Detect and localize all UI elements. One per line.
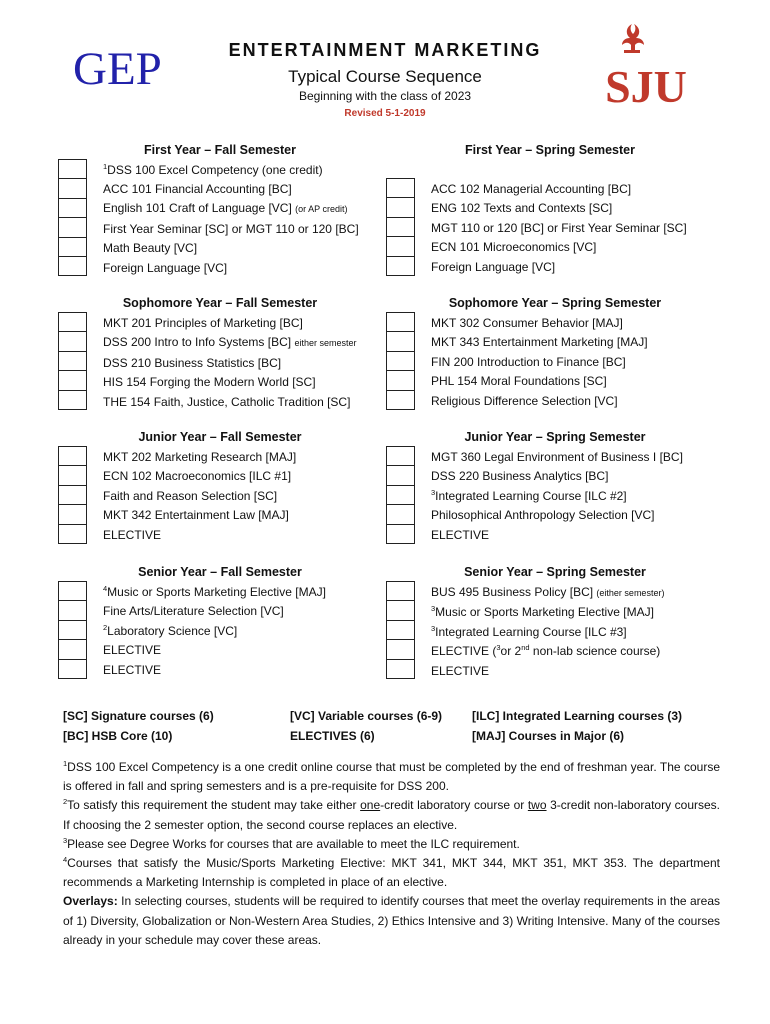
course-line: MKT 202 Marketing Research [MAJ]: [103, 450, 297, 464]
course-line: Faith and Reason Selection [SC]: [103, 488, 278, 503]
course-line: $^3$Music or Sports Marketing Elective [MAJ]: [431, 604, 654, 620]
checkbox[interactable]: [386, 256, 415, 276]
checkbox[interactable]: [58, 370, 87, 390]
checkbox[interactable]: [386, 178, 415, 198]
heading-y4-fall: Senior Year – Fall Semester: [138, 565, 302, 579]
checkbox[interactable]: [58, 639, 87, 659]
checkbox[interactable]: [58, 620, 87, 640]
course-line: English 101 Craft of Language [VC] (or AP credit): [103, 201, 348, 216]
checkbox-column-y4-fall: [58, 581, 86, 678]
legend-electives: ELECTIVES (6): [290, 729, 375, 743]
checkbox[interactable]: [386, 197, 415, 217]
checkbox[interactable]: [58, 351, 87, 371]
course-line: $^4$Music or Sports Marketing Elective [MAJ]: [103, 584, 326, 599]
course-line: THE 154 Faith, Justice, Catholic Tradition [SC]: [103, 394, 351, 409]
checkbox[interactable]: [386, 485, 415, 505]
checkbox-column-y3-fall: [58, 446, 86, 543]
course-line: ECN 101 Microeconomics [VC]: [431, 240, 597, 255]
checkbox[interactable]: [58, 504, 87, 524]
checkbox[interactable]: [58, 237, 87, 257]
course-line: HIS 154 Forging the Modern World [SC]: [103, 375, 316, 390]
class-year-note: Beginning with the class of 2023: [298, 89, 472, 103]
course-line: $^2$Laboratory Science [VC]: [103, 622, 238, 638]
footnote-4: $^4$Courses that satisfy the Music/Sports Marketing Elective: MKT 341, MKT 344, MKT 351, MKT 353. The department recommends a Marketing Internship is completed in place of an elective.: [63, 855, 720, 890]
footnote-2: $^2$To satisfy this requirement the student may take either one-credit laboratory course or two 3-credit non-laboratory courses. If choosing the 2 semester option, the second course replaces an elective.: [63, 797, 720, 832]
course-line: ACC 102 Managerial Accounting [BC]: [431, 182, 632, 196]
course-line: MGT 110 or 120 [BC] or First Year Seminar [SC]: [431, 220, 687, 235]
checkbox[interactable]: [58, 390, 87, 410]
course-line: MKT 342 Entertainment Law [MAJ]: [103, 508, 289, 523]
page-title: ENTERTAINMENT MARKETING: [228, 40, 542, 60]
checkbox[interactable]: [386, 620, 415, 640]
legend-ilc: [ILC] Integrated Learning courses (3): [472, 709, 683, 723]
checkbox-column-y1-spring: [386, 178, 414, 275]
course-list-y2-spring: [431, 314, 648, 411]
course-line: MKT 302 Consumer Behavior [MAJ]: [431, 316, 623, 330]
legend-maj: [MAJ] Courses in Major (6): [472, 729, 625, 743]
course-list-y3-spring: [431, 448, 683, 545]
checkbox[interactable]: [58, 217, 87, 237]
heading-y4-spring: Senior Year – Spring Semester: [464, 565, 646, 579]
checkbox[interactable]: [386, 581, 415, 601]
heading-y1-spring: First Year – Spring Semester: [465, 143, 635, 157]
course-line: DSS 200 Intro to Info Systems [BC] either semester: [103, 335, 357, 350]
course-line: $^3$Integrated Learning Course [ILC #3]: [431, 623, 627, 639]
svg-text:SJU: SJU: [605, 61, 687, 112]
course-line: ACC 101 Financial Accounting [BC]: [103, 182, 292, 196]
course-line-y1f-pre: $^1$DSS 100 Excel Competency (one credit): [103, 162, 323, 177]
heading-y1-fall: First Year – Fall Semester: [144, 143, 296, 157]
overlays-note: Overlays: In selecting courses, students will be required to identify courses that meet the overlay requirements in the areas of 1) Diversity, Globalization or Non-Western Area Studies, 2) Ethics Intensive and 3) Writing Intensive. Many of the courses already in your schedule may cover these areas.: [63, 894, 720, 947]
checkbox[interactable]: [58, 159, 87, 179]
checkbox[interactable]: [386, 390, 415, 410]
legend-col-3: [472, 706, 682, 746]
course-line: $^3$Integrated Learning Course [ILC #2]: [431, 487, 627, 503]
course-line: PHL 154 Moral Foundations [SC]: [431, 374, 607, 389]
course-list-y4-fall: [103, 583, 326, 680]
course-line: ELECTIVE: [103, 527, 162, 542]
checkbox-column-y2-fall: [58, 312, 86, 409]
footnotes: [63, 758, 720, 950]
course-line: First Year Seminar [SC] or MGT 110 or 120 [BC]: [103, 221, 359, 236]
checkbox[interactable]: [386, 639, 415, 659]
course-list-y4-spring: [431, 583, 664, 681]
course-line: MGT 360 Legal Environment of Business I [BC]: [431, 450, 683, 464]
checkbox[interactable]: [58, 312, 87, 332]
checkbox[interactable]: [386, 217, 415, 237]
checkbox[interactable]: [386, 370, 415, 390]
course-line: ELECTIVE ($^3$or 2nd non-lab science course): [431, 643, 661, 659]
checkbox-column-y3-spring: [386, 446, 414, 543]
checkbox[interactable]: [386, 659, 415, 679]
checkbox[interactable]: [386, 504, 415, 524]
checkbox[interactable]: [58, 485, 87, 505]
checkbox[interactable]: [58, 659, 87, 679]
legend-col-2: [290, 706, 442, 746]
course-line: ELECTIVE: [431, 527, 490, 542]
heading-y2-spring: Sophomore Year – Spring Semester: [448, 296, 662, 310]
footnote-3: $^3$Please see Degree Works for courses that are available to meet the ILC requirement.: [63, 835, 520, 851]
checkbox[interactable]: [386, 351, 415, 371]
checkbox[interactable]: [58, 581, 87, 601]
checkbox[interactable]: [58, 465, 87, 485]
legend-col-1: [63, 706, 214, 746]
checkbox[interactable]: [386, 465, 415, 485]
course-list-y3-fall: [103, 448, 296, 545]
checkbox-column-y1-fall: [58, 159, 86, 275]
course-line: MKT 343 Entertainment Marketing [MAJ]: [431, 335, 648, 350]
course-line: ELECTIVE: [103, 643, 162, 658]
course-line: ECN 102 Macroeconomics [ILC #1]: [103, 469, 292, 484]
legend-sc: [SC] Signature courses (6): [63, 709, 214, 723]
checkbox[interactable]: [58, 198, 87, 218]
course-line: BUS 495 Business Policy [BC] (either semester): [431, 585, 665, 599]
checkbox[interactable]: [386, 331, 415, 351]
sju-logo: [592, 22, 700, 112]
checkbox[interactable]: [58, 331, 87, 351]
course-line: Fine Arts/Literature Selection [VC]: [103, 604, 284, 619]
legend-bc: [BC] HSB Core (10): [63, 729, 173, 743]
course-line: Math Beauty [VC]: [103, 241, 198, 256]
checkbox-column-y4-spring: [386, 581, 414, 678]
checkbox[interactable]: [386, 600, 415, 620]
checkbox[interactable]: [58, 178, 87, 198]
course-line: Philosophical Anthropology Selection [VC]: [431, 508, 655, 523]
course-line: Foreign Language [VC]: [431, 259, 556, 274]
course-line: ELECTIVE: [103, 662, 162, 677]
course-line: DSS 220 Business Analytics [BC]: [431, 469, 609, 484]
course-line: ENG 102 Texts and Contexts [SC]: [431, 201, 613, 216]
revised-date: Revised 5-1-2019: [344, 108, 426, 119]
checkbox[interactable]: [58, 524, 87, 544]
checkbox[interactable]: [386, 312, 415, 332]
course-line: FIN 200 Introduction to Finance [BC]: [431, 354, 626, 369]
gep-logo: GEP: [73, 43, 162, 95]
checkbox[interactable]: [386, 524, 415, 544]
checkbox-column-y2-spring: [386, 312, 414, 409]
checkbox[interactable]: [58, 600, 87, 620]
heading-y2-fall: Sophomore Year – Fall Semester: [122, 296, 318, 310]
checkbox[interactable]: [386, 236, 415, 256]
legend-vc: [VC] Variable courses (6-9): [290, 709, 443, 723]
course-line: Foreign Language [VC]: [103, 260, 228, 275]
heading-y3-fall: Junior Year – Fall Semester: [138, 430, 302, 444]
course-list-y1-spring: [431, 180, 687, 277]
footnote-1: $^1$DSS 100 Excel Competency is a one credit online course that must be completed by the end of freshman year. The course is offered in fall and spring semesters and is a pre-requisite for DSS 200.: [63, 759, 720, 794]
course-list-y2-fall: [103, 314, 356, 412]
heading-y3-spring: Junior Year – Spring Semester: [464, 430, 646, 444]
checkbox[interactable]: [58, 446, 87, 466]
checkbox[interactable]: [386, 446, 415, 466]
course-line: DSS 210 Business Statistics [BC]: [103, 355, 282, 370]
course-line: ELECTIVE: [431, 663, 490, 678]
course-line: MKT 201 Principles of Marketing [BC]: [103, 316, 303, 330]
course-list-y1-fall: [103, 180, 359, 278]
course-line: Religious Difference Selection [VC]: [431, 393, 618, 408]
page-subtitle: Typical Course Sequence: [288, 67, 482, 86]
checkbox[interactable]: [58, 256, 87, 276]
